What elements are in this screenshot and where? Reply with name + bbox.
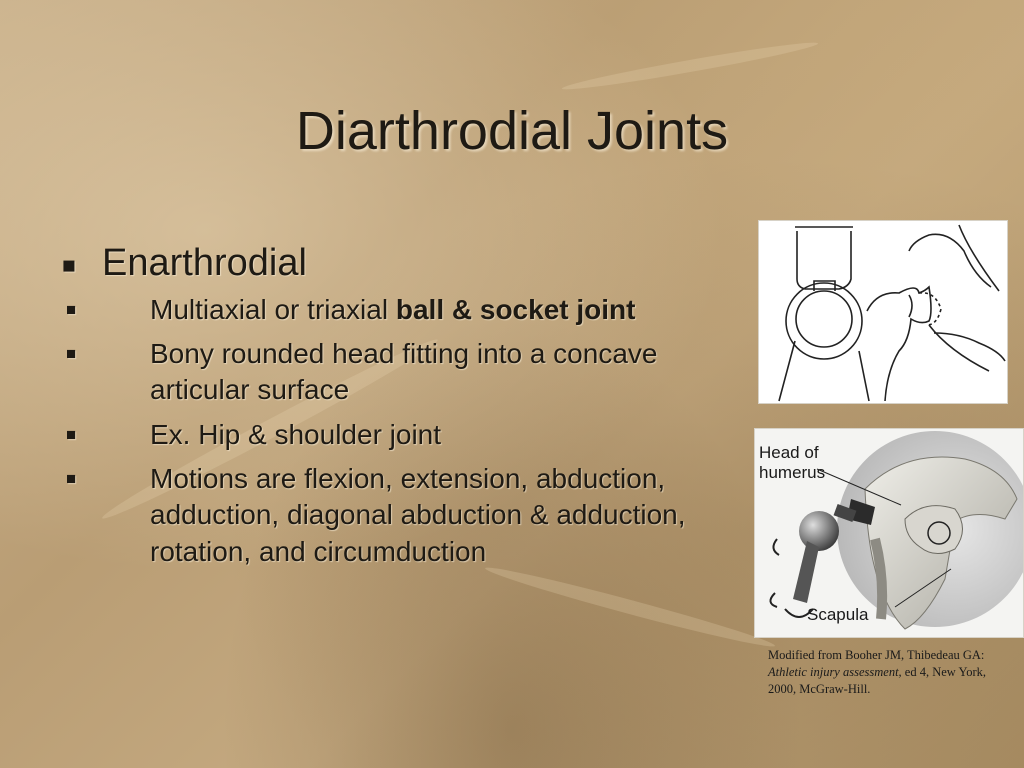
citation-text-end: ed 4, New York, 2000, McGraw-Hill. [768,664,987,696]
sub-bullet-bold-text: ball & socket joint [395,293,636,325]
texture-vein [561,38,819,95]
square-bullet-icon: ■ [66,343,77,363]
bullet-list [62,240,752,578]
citation-text: Modified from Booher JM, Thibedeau GA: [768,648,985,662]
citation-italic-title: Athletic injury assessment, [768,664,902,679]
slide-title: Diarthrodial Joints [295,101,729,161]
bullet-enarthrodial [62,240,752,570]
figure-citation [768,647,1008,698]
label-head-of-humerus: Head of humerus [759,443,826,482]
sub-bullet-list [66,292,752,571]
square-bullet-icon: ■ [66,299,77,319]
sub-bullet-text: Bony rounded head fitting into a concave articular surface [150,337,658,406]
sub-bullet-item [66,336,752,409]
sub-bullet-item [66,461,752,570]
square-bullet-icon: ■ [62,252,76,278]
ball-socket-illustration [759,221,1007,403]
sub-bullet-text: Ex. Hip & shoulder joint [150,418,442,450]
label-scapula: Scapula [807,605,869,624]
sub-bullet-text: Multiaxial or triaxial [150,293,396,325]
ball-socket-drawing [758,220,1008,404]
bullet-text: Enarthrodial [102,242,307,284]
square-bullet-icon: ■ [66,424,77,444]
sub-bullet-item [66,417,752,453]
shoulder-joint-diagram [754,428,1024,638]
sub-bullet-item [66,292,752,328]
sub-bullet-text: Motions are flexion, extension, abduction, adduction, diagonal abduction & adduction, rotation, and circumduction [150,463,686,567]
square-bullet-icon: ■ [66,469,77,489]
